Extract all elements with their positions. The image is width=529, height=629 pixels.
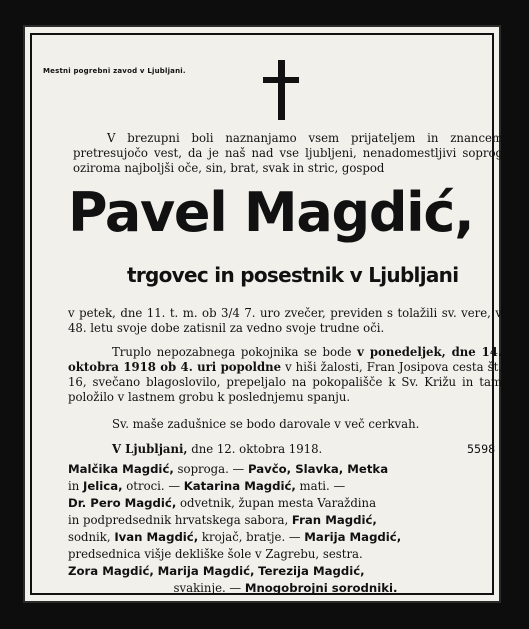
date: dne 12. oktobra 1918. [191,442,323,456]
mourner-line [68,563,503,580]
mourner-line [68,495,503,512]
mourner-name: Pavčo, Slavka, Metka [247,462,389,476]
funeral-text-1: Truplo nepozabnega pokojnika se bode [112,345,352,359]
mourner-name: Ivan Magdić, [114,530,199,544]
mourner-name: Mnogobrojni sorodniki. [244,581,398,595]
obituary-page [23,25,501,603]
mourner-text: predsednica višje dekliške šole v Zagrebu, sestra. [68,547,363,561]
announcement-paragraph: V brezupni boli naznanjamo vsem prijateljem in znancem pretresujočo vest, da je naš nad vse ljubljeni, nenadomestljivi soprog oziroma najboljši oče, sin, brat, svak in stric, gospod [73,131,503,175]
cross-icon [263,60,299,120]
funeral-text-2: v hiši žalosti, Fran Josipova cesta št. 16, svečano blagoslovilo, prepeljalo na pokopališče k Sv. Križu in tam položilo v lastnem grobu k poslednjemu spanju. [68,360,503,404]
mourner-text: svakinje. — [173,581,242,595]
mourner-line [68,461,503,478]
funeral-details [68,345,502,405]
mourner-text: in [68,479,80,493]
mourner-text: otroci. — [126,479,181,493]
mourners-list [68,461,503,597]
deceased-name: Pavel Magdić, [68,181,474,244]
mourner-text: mati. — [299,479,346,493]
deceased-occupation: trgovec in posestnik v Ljubljani [127,263,459,287]
mourner-name: Katarina Magdić, [183,479,296,493]
mourner-name: Fran Magdić, [291,513,377,527]
mourner-name: Dr. Pero Magdić, [68,496,177,510]
mourner-name: Marija Magdić, [157,564,255,578]
mourner-text: odvetnik, župan mesta Varaždina [180,496,377,510]
mourner-line [68,478,503,495]
place-date [112,442,322,456]
funeral-datetime: v ponedeljek, dne 14. oktobra 1918 ob 4. uri popoldne [68,345,503,374]
mourner-line [68,512,503,529]
mourner-name: Malčika Magdić, [68,462,174,476]
mourner-name: Zora Magdić, [68,564,154,578]
mourner-line [68,580,503,597]
mass-notice: Sv. maše zadušnice se bodo darovale v več cerkvah. [112,417,420,431]
mourner-text: soproga. — [177,462,245,476]
mourner-text: sodnik, [68,530,111,544]
mourner-name: Terezija Magdić, [258,564,365,578]
mourner-text: krojač, bratje. — [201,530,301,544]
mourner-text: in podpredsednik hrvatskega sabora, [68,513,289,527]
mourner-line [68,546,503,563]
mourner-name: Marija Magdić, [304,530,402,544]
mourner-name: Jelica, [82,479,123,493]
mourner-line [68,529,503,546]
place: V Ljubljani, [112,442,188,456]
notice-number: 5598 [467,442,496,456]
funeral-home-header: Mestni pogrebni zavod v Ljubljani. [43,67,186,75]
death-details: v petek, dne 11. t. m. ob 3/4 7. uro zvečer, previden s tolažili sv. vere, v 48. letu svoje dobe zatisnil za vedno svoje trudne oči. [68,306,502,335]
